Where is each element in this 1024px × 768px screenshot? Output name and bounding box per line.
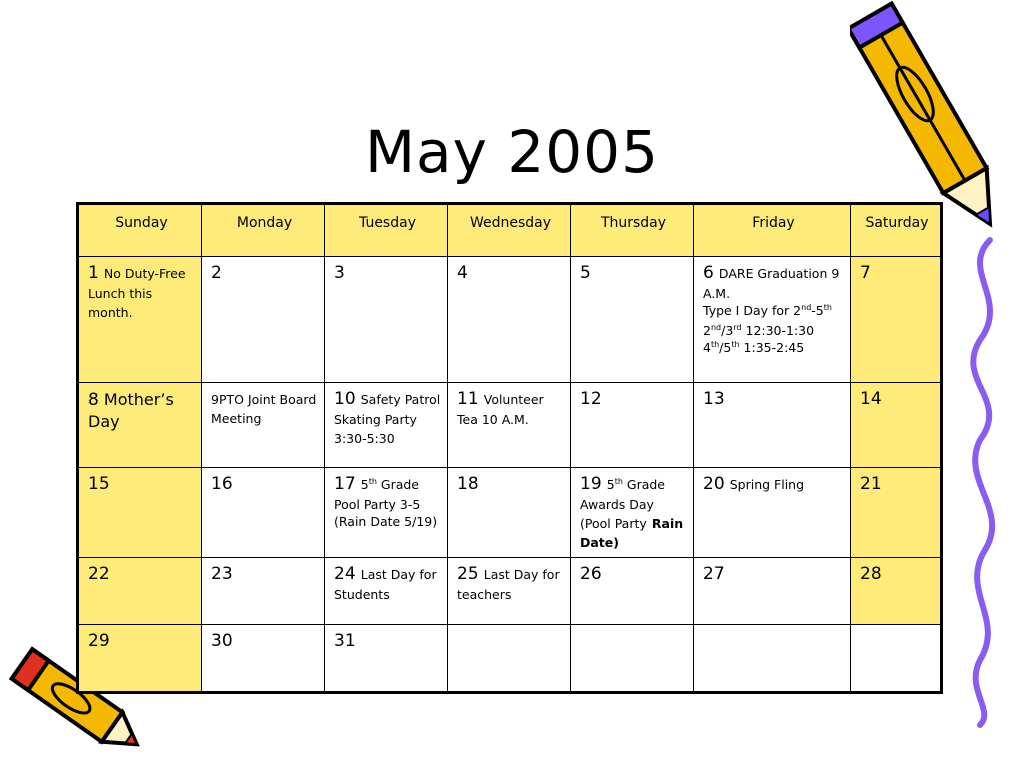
day-note: 9PTO Joint Board Meeting	[211, 392, 317, 426]
day-number: 2	[211, 263, 222, 283]
day-cell-22	[78, 558, 202, 625]
day-cell-6	[694, 257, 851, 383]
day-cell-25	[448, 558, 571, 625]
schedule-line-2: 4th/5th 1:35-2:45	[703, 339, 805, 355]
day-number: 16	[211, 474, 233, 494]
day-cell-24	[325, 558, 448, 625]
weekday-header-row	[78, 204, 942, 257]
week-row-3	[78, 468, 942, 558]
header-saturday: Saturday	[851, 204, 942, 257]
day-cell-4	[448, 257, 571, 383]
day-cell-21	[851, 468, 942, 558]
day-number: 12	[580, 389, 602, 409]
week-row-1	[78, 257, 942, 383]
day-note: Spring Fling	[729, 477, 805, 492]
day-cell-13	[694, 383, 851, 468]
rain-date-note: (Rain Date 5/19)	[334, 514, 438, 529]
day-number: 10	[334, 389, 356, 409]
day-cell-17	[325, 468, 448, 558]
day-number: 23	[211, 564, 233, 584]
day-cell-28	[851, 558, 942, 625]
day-number: 11	[457, 389, 479, 409]
day-cell-20	[694, 468, 851, 558]
day-note: Last Day for Students	[334, 567, 437, 602]
day-number: 27	[703, 564, 725, 584]
day-number: 5	[580, 263, 591, 283]
day-cell-31	[325, 625, 448, 693]
day-cell-23	[202, 558, 325, 625]
day-cell-8	[78, 383, 202, 468]
day-number: 31	[334, 631, 356, 651]
day-cell-26	[571, 558, 694, 625]
day-number: 14	[860, 389, 882, 409]
day-note: DARE Graduation 9 A.M.	[703, 266, 840, 301]
day-cell-30	[202, 625, 325, 693]
day-number: 3	[334, 263, 345, 283]
empty-cell	[571, 625, 694, 693]
day-number: 30	[211, 631, 233, 651]
header-tuesday: Tuesday	[325, 204, 448, 257]
day-number: 19	[580, 474, 602, 494]
day-cell-18	[448, 468, 571, 558]
header-wednesday: Wednesday	[448, 204, 571, 257]
day-number: 17	[334, 474, 356, 494]
day-number: 4	[457, 263, 468, 283]
day-cell-15	[78, 468, 202, 558]
day-note: Last Day for teachers	[457, 567, 560, 602]
type-i-day-note: Type I Day for 2nd-5th	[703, 302, 832, 318]
day-cell-7	[851, 257, 942, 383]
day-note: 5th Grade Pool Party 3-5	[334, 476, 421, 512]
day-number: 1	[88, 263, 99, 283]
day-number: 18	[457, 474, 479, 494]
day-note: Volunteer Tea 10 A.M.	[457, 392, 544, 427]
day-cell-1	[78, 257, 202, 383]
day-number: 21	[860, 474, 882, 494]
header-sunday: Sunday	[78, 204, 202, 257]
day-note: No Duty-Free Lunch this month.	[88, 266, 186, 320]
empty-cell	[448, 625, 571, 693]
day-cell-9	[202, 383, 325, 468]
empty-cell	[851, 625, 942, 693]
day-number: 24	[334, 564, 356, 584]
schedule-note	[703, 322, 844, 356]
day-number: 7	[860, 263, 871, 283]
day-cell-19	[571, 468, 694, 558]
day-cell-12	[571, 383, 694, 468]
header-friday: Friday	[694, 204, 851, 257]
day-cell-27	[694, 558, 851, 625]
rain-date-note: Rain Date)	[580, 516, 684, 550]
day-number: 28	[860, 564, 882, 584]
day-cell-14	[851, 383, 942, 468]
day-number: 25	[457, 564, 479, 584]
day-note: Mother’s Day	[88, 390, 174, 431]
day-number: 20	[703, 474, 725, 494]
day-number: 29	[88, 631, 110, 651]
day-number: 22	[88, 564, 110, 584]
day-number: 6	[703, 263, 714, 283]
schedule-line-1: 2nd/3rd 12:30-1:30	[703, 322, 815, 338]
calendar-table	[76, 202, 943, 694]
day-number: 26	[580, 564, 602, 584]
empty-cell	[694, 625, 851, 693]
day-note: 5th Grade Awards Day (Pool Party	[580, 476, 665, 531]
day-cell-11	[448, 383, 571, 468]
day-cell-16	[202, 468, 325, 558]
day-note: Safety Patrol Skating Party 3:30-5:30	[334, 392, 441, 446]
day-cell-29	[78, 625, 202, 693]
day-number: 13	[703, 389, 725, 409]
day-cell-5	[571, 257, 694, 383]
header-thursday: Thursday	[571, 204, 694, 257]
day-number: 8	[88, 390, 99, 410]
page-title: May 2005	[365, 118, 659, 186]
week-row-2	[78, 383, 942, 468]
squiggle-line	[950, 230, 1024, 730]
day-number: 15	[88, 474, 110, 494]
header-monday: Monday	[202, 204, 325, 257]
day-cell-3	[325, 257, 448, 383]
day-cell-10	[325, 383, 448, 468]
week-row-4	[78, 558, 942, 625]
day-cell-2	[202, 257, 325, 383]
week-row-5	[78, 625, 942, 693]
